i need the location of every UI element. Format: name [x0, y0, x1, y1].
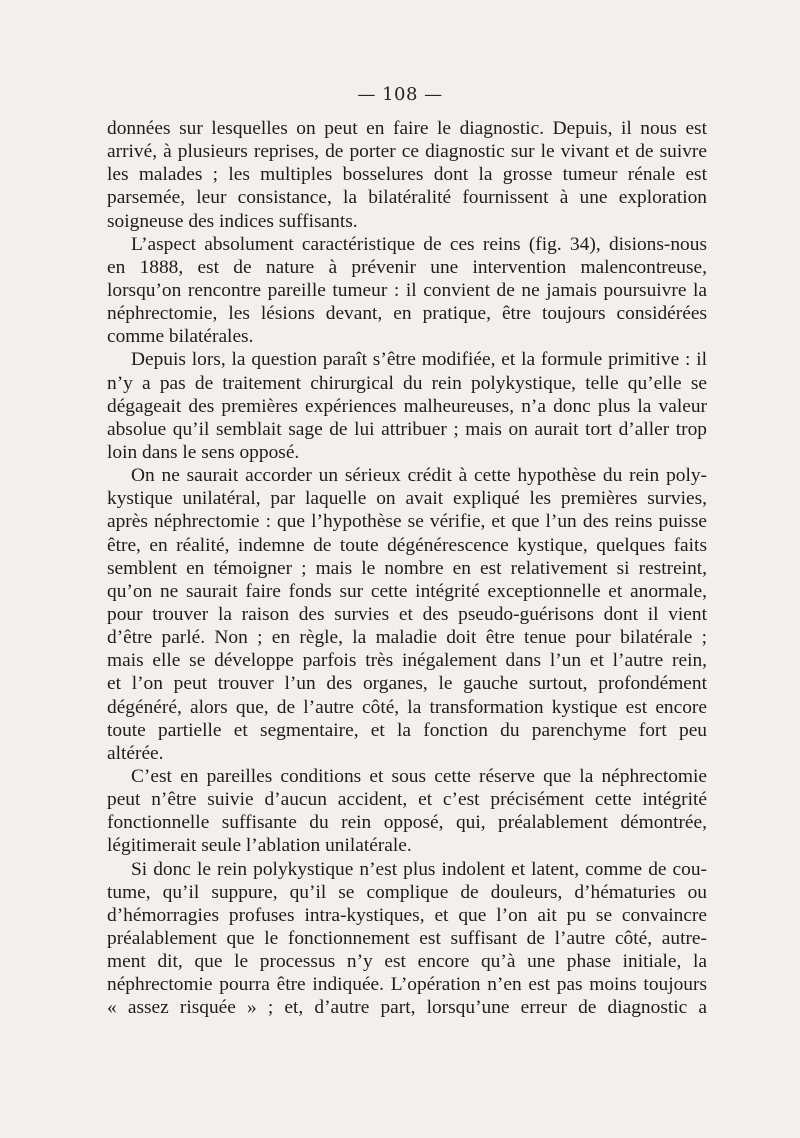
text-line: néphrectomie, les lésions devant, en pratique, être toujours considérées — [107, 303, 707, 325]
text-line: données sur lesquelles on peut en faire le diagnostic. Depuis, il nous est — [107, 118, 707, 139]
text-line: peut n’être suivie d’aucun accident, et c’est précisément cette intégrité — [107, 789, 707, 811]
text-line: fonctionnelle suffisante du rein opposé, qui, préalablement démontrée, — [107, 812, 707, 834]
text-line: Depuis lors, la question paraît s’être modifiée, et la formule primitive : il — [131, 349, 707, 371]
text-line: semblent en témoigner ; mais le nombre en est relativement si restreint, — [107, 557, 707, 579]
text-line: « assez risquée » ; et, d’autre part, lorsqu’une erreur de diagnostic a — [107, 997, 707, 1019]
text-line: Si donc le rein polykystique n’est plus indolent et latent, comme de cou- — [131, 858, 707, 880]
text-line: qu’on ne saurait faire fonds sur cette intégrité exceptionnelle et anormale, — [107, 580, 707, 602]
text-line: tume, qu’il suppure, qu’il se complique de douleurs, d’hématuries ou — [107, 881, 707, 903]
text-line: après néphrectomie : que l’hypothèse se vérifie, et que l’un des reins puisse — [107, 511, 707, 533]
text-line: lorsqu’on rencontre pareille tumeur : il convient de ne jamais poursuivre la — [107, 279, 707, 301]
text-line: absolue qu’il semblait sage de lui attribuer ; mais on aurait tort d’aller trop — [107, 418, 707, 440]
text-line: néphrectomie pourra être indiquée. L’opération n’en est pas moins toujours — [107, 974, 707, 996]
text-line: L’aspect absolument caractéristique de ces reins (fig. 34), disions-nous — [131, 233, 707, 255]
text-line: loin dans le sens opposé. — [107, 441, 300, 463]
text-line: ment dit, que le processus n’y est encore qu’à une phase initiale, la — [107, 951, 707, 973]
text-line: d’hémorragies profuses intra-kystiques, et que l’on ait pu se convaincre — [107, 904, 707, 926]
text-line: C’est en pareilles conditions et sous cette réserve que la néphrectomie — [131, 765, 707, 787]
text-line: et l’on peut trouver l’un des organes, le gauche surtout, profondément — [107, 673, 707, 695]
text-line: kystique unilatéral, par laquelle on avait expliqué les premières survies, — [107, 488, 707, 510]
text-line: n’y a pas de traitement chirurgical du rein polykystique, telle qu’elle se — [107, 372, 707, 394]
text-line: arrivé, à plusieurs reprises, de porter ce diagnostic sur le vivant et de suivre — [107, 141, 707, 163]
text-line: être, en réalité, indemne de toute dégénérescence kystique, quelques faits — [107, 534, 707, 556]
text-line: les malades ; les multiples bosselures dont la grosse tumeur rénale est — [107, 164, 707, 186]
text-line: parsemée, leur consistance, la bilatéralité fournissent à une exploration — [107, 187, 707, 209]
text-line: comme bilatérales. — [107, 326, 254, 348]
text-line: d’être parlé. Non ; en règle, la maladie doit être tenue pour bilatérale ; — [107, 627, 707, 649]
body-text — [107, 117, 707, 1019]
text-line: légitimerait seule l’ablation unilatérale. — [107, 835, 412, 857]
text-line: mais elle se développe parfois très inégalement dans l’un et l’autre rein, — [107, 650, 707, 672]
text-line: altérée. — [107, 742, 164, 764]
text-line: pour trouver la raison des survies et des pseudo-guérisons dont il vient — [107, 603, 707, 625]
text-line: dégageait des premières expériences malheureuses, n’a donc plus la valeur — [107, 395, 707, 417]
text-line: dégénéré, alors que, de l’autre côté, la transformation kystique est encore — [107, 696, 707, 718]
text-line: en 1888, est de nature à prévenir une intervention malencontreuse, — [107, 256, 707, 278]
page-number: — 108 — — [357, 84, 443, 105]
text-line: soigneuse des indices suffisants. — [107, 210, 358, 232]
text-line: toute partielle et segmentaire, et la fonction du parenchyme fort peu — [107, 719, 707, 741]
text-line: On ne saurait accorder un sérieux crédit à cette hypothèse du rein poly- — [131, 465, 707, 487]
text-line: préalablement que le fonctionnement est suffisant de l’autre côté, autre- — [107, 927, 707, 949]
